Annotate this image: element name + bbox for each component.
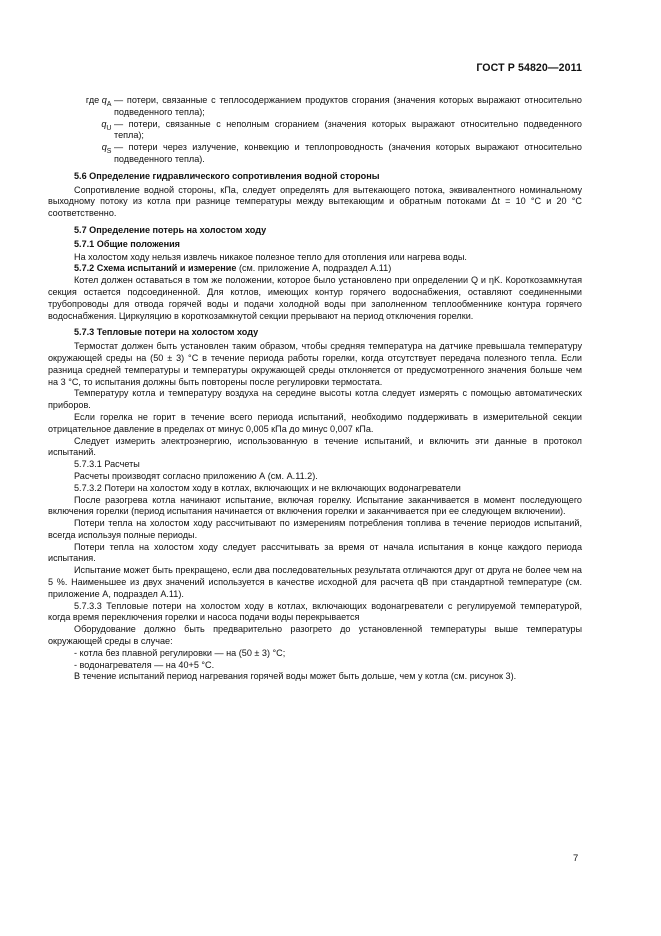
subsection-5-7-3-2-heading: 5.7.3.2 Потери на холостом ходу в котлах, включающих и не включающих водонагреватели [74,482,461,493]
paragraph: Если горелка не горит в течение всего периода испытаний, необходимо поддерживать в измерительной секции отрицательное давление в пределах от минус 0,005 кПа до минус 0,007 кПа. [48,411,582,434]
definition-symbol: где $q_A$ [85,95,112,108]
paragraph: Сопротивление водной стороны, кПа, следует определять для вытекающего потока, эквивалентного номинальному выходному потоку из котла при разнице температуры между вытекающим и обратным потоками Δt = 10 °С и 20 °С соответственно. [48,184,582,219]
definition-text: — потери, связанные с теплосодержанием продуктов сгорания (значения которых выражают относительно подведенного тепла); [114,95,582,117]
paragraph: Испытание может быть прекращено, если два последовательных результата отличаются друг от друга не более чем на 5 %. Наименьшее из двух значений используется в качестве исходной для расчета qB при стандартной температуре (см. приложение А, подраздел А.11). [48,565,582,599]
definition-qu [48,119,582,143]
paragraph: Котел должен оставаться в том же положении, которое было установлено при определении Q и ηK. Короткозамкнутая секция остается подсоединенной. Для котлов, имеющих контур горячего водоснабжения, оставляют соединенными трубопроводы для отвода горячей воды и подачи холодной воды при заполненном теплообменнике контура горячего водоснабжения. Циркуляцию в короткозамкнутой секции прерывают на период отключения горелки. [48,275,582,321]
paragraph: Потери тепла на холостом ходу следует рассчитывать за время от начала испытания в конце каждого периода испытания. [48,541,582,564]
section-5-7-2-heading: 5.7.2 Схема испытаний и измерение (см. приложение А, подраздел А.11) [74,263,392,274]
paragraph: После разогрева котла начинают испытание, включая горелку. Испытание заканчивается в момент последующего включения горелки (период испытания начинается от включения горелки и заканчивается при ее следующем включении). [48,494,582,517]
paragraph: В течение испытаний период нагревания горячей воды может быть дольше, чем у котла (см. рисунок 3). [74,671,517,682]
paragraph: Потери тепла на холостом ходу рассчитывают по измерениям потребления топлива в течение периодов испытаний, всегда используя полные периоды. [48,518,582,540]
paragraph: Расчеты производят согласно приложению А (см. А.11.2). [74,470,318,481]
definition-qa [48,95,582,119]
section-5-7-heading: 5.7 Определение потерь на холостом ходу [74,224,267,235]
subsection-5-7-3-1-heading: 5.7.3.1 Расчеты [74,459,140,470]
list-item: - котла без плавной регулировки — на (50 ± 3) °С; [74,647,286,658]
list-item: - водонагревателя — на 40+5 °С. [74,659,215,670]
paragraph: Термостат должен быть установлен таким образом, чтобы средняя температура на датчике превышала температуру окружающей среды на (50 ± 3) °С в течение периода работы горелки, когда отсутствует передача полезного тепла. Если разница средней температуры и температуры окружающей среды отклоняется от предусмотренного значения больше чем на 3 °С, то испытания должны быть повторены после регулировки термостата. [48,341,582,387]
section-5-6-heading: 5.6 Определение гидравлического сопротивления водной стороны [74,170,380,181]
page-content [48,95,582,683]
paragraph: На холостом ходу нельзя извлечь никакое полезное тепло для отопления или нагрева воды. [74,251,467,262]
page-number: 7 [573,853,579,864]
definition-text: — потери, связанные с неполным сгоранием (значения которых выражают относительно подведенного тепла); [114,118,582,141]
paragraph: Температуру котла и температуру воздуха на середине высоты котла следует измерять с помощью автоматических приборов. [48,388,582,411]
section-5-7-1-heading: 5.7.1 Общие положения [74,238,180,249]
subsection-5-7-3-3-heading: 5.7.3.3 Тепловые потери на холостом ходу в котлах, включающих водонагреватели с регулируемой температурой, когда время переключения горелки и насоса подачи воды перекрывается [48,600,582,623]
definition-qs [48,142,582,166]
paragraph: Следует измерить электроэнергию, использованную в течение испытаний, и включить эти данные в протокол испытаний. [48,435,582,458]
section-5-7-3-heading: 5.7.3 Тепловые потери на холостом ходу [74,327,259,338]
definition-symbol: $q_S$ [101,142,112,155]
paragraph: Оборудование должно быть предварительно разогрето до установленной температуры выше температуры окружающей среды в случае: [48,624,582,647]
definition-symbol: $q_U$ [101,118,112,132]
symbol-definitions [48,95,582,166]
document-code-header: ГОСТ Р 54820—2011 [476,62,582,74]
definition-text: — потери через излучение, конвекцию и теплопроводность (значения которых выражают относительно подведенного тепла). [114,142,582,164]
